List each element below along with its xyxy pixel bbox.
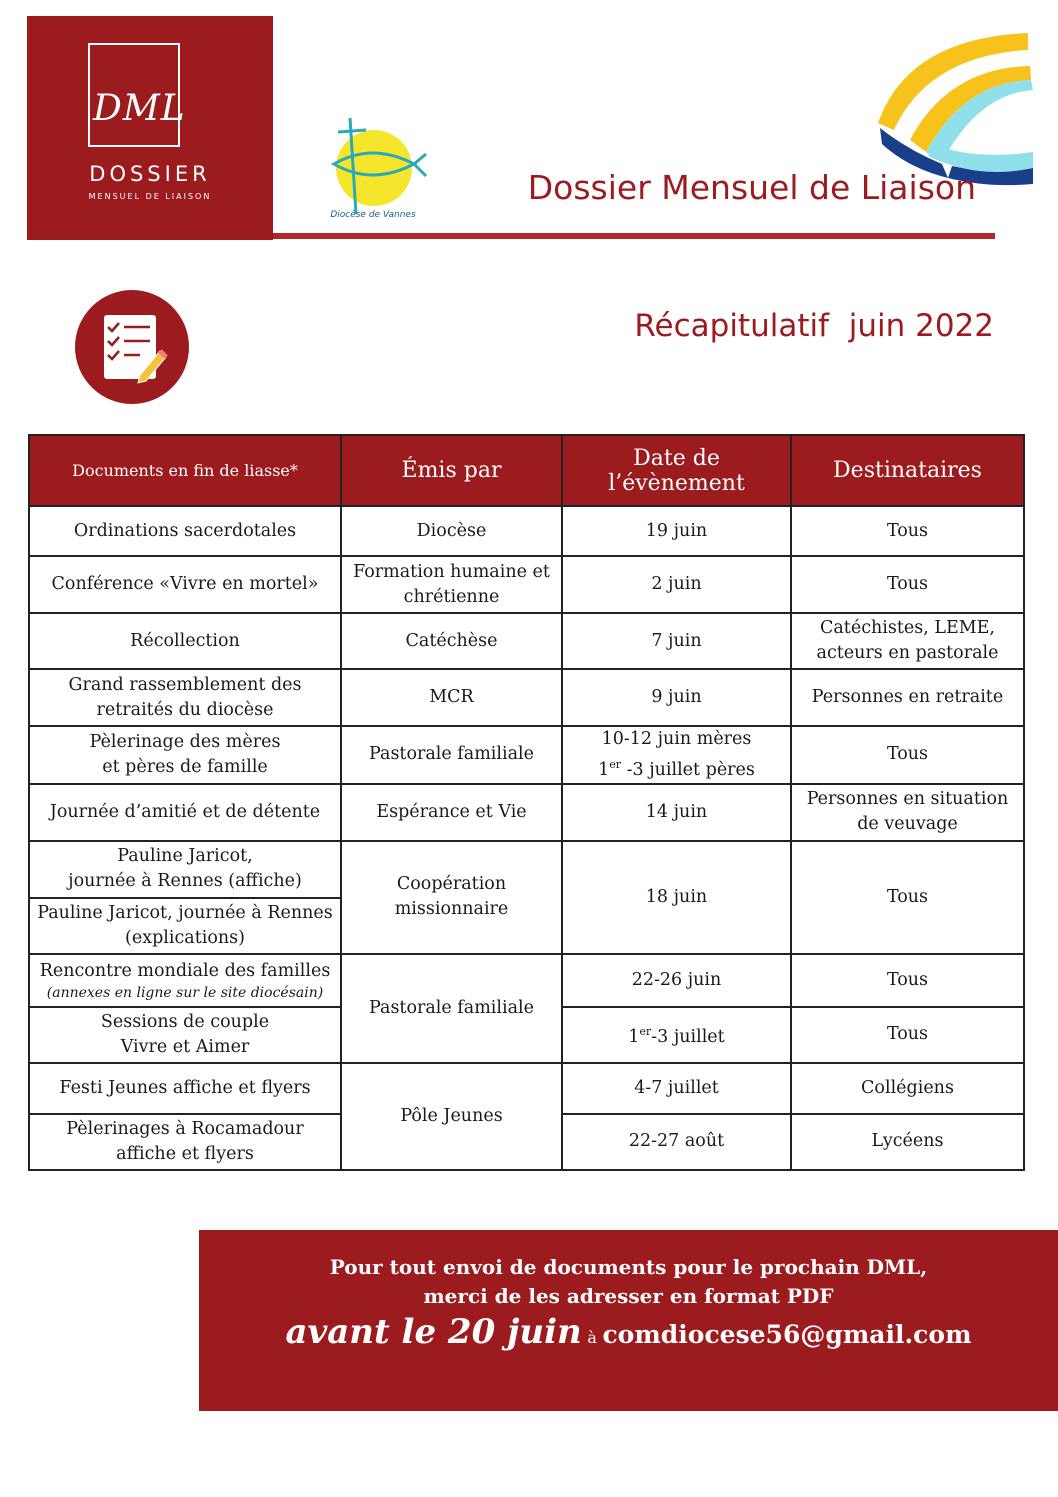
issuer-cell: Pastorale familiale xyxy=(341,954,562,1063)
notice-line-1: Pour tout envoi de documents pour le prochain DML, xyxy=(329,1255,928,1279)
issuer-cell: Espérance et Vie xyxy=(341,784,562,841)
table-row xyxy=(29,726,1024,784)
doc-line: Pauline Jaricot, xyxy=(117,846,253,867)
date-cell: 14 juin xyxy=(562,784,791,841)
doc-line: Pèlerinages à Rocamadour xyxy=(66,1118,304,1139)
table-row xyxy=(29,1063,1024,1114)
date-cell: 9 juin xyxy=(562,669,791,726)
doc-cell: Conférence «Vivre en mortel» xyxy=(29,556,341,613)
table-header-row xyxy=(29,435,1024,506)
doc-cell: Journée d’amitié et de détente xyxy=(29,784,341,841)
recap-table xyxy=(28,434,1025,1171)
table-row xyxy=(29,954,1024,1007)
doc-line: Pèlerinage des mères xyxy=(89,731,281,752)
issuer-cell: Formation humaine et chrétienne xyxy=(341,556,562,613)
header-documents: Documents en fin de liasse* xyxy=(29,435,341,506)
header-event-date: Date de l’évènement xyxy=(562,435,791,506)
dml-logo xyxy=(27,16,273,240)
doc-line: Sessions de couple xyxy=(100,1011,270,1032)
logo-word: DOSSIER xyxy=(89,162,211,186)
doc-cell: Festi Jeunes affiche et flyers xyxy=(29,1063,341,1114)
header-divider xyxy=(273,233,995,239)
recipients-cell: Tous xyxy=(791,556,1024,613)
doc-cell: Pauline Jaricot, journée à Rennes (explications) xyxy=(29,898,341,954)
logo-subtitle: MENSUEL DE LIAISON xyxy=(88,192,212,201)
ordinal-suffix: er xyxy=(639,1025,652,1039)
doc-cell: Ordinations sacerdotales xyxy=(29,506,341,556)
recipients-cell: Personnes en situation de veuvage xyxy=(791,784,1024,841)
table-row xyxy=(29,669,1024,726)
issuer-cell: Coopération missionnaire xyxy=(341,841,562,954)
recipients-cell: Catéchistes, LEME, acteurs en pastorale xyxy=(791,613,1024,669)
date-cell: 19 juin xyxy=(562,506,791,556)
doc-line: et pères de famille xyxy=(102,756,268,777)
doc-line: Rencontre mondiale des familles xyxy=(39,960,331,981)
recipients-cell: Personnes en retraite xyxy=(791,669,1024,726)
issuer-cell: Catéchèse xyxy=(341,613,562,669)
table-row xyxy=(29,784,1024,841)
issuer-cell: Diocèse xyxy=(341,506,562,556)
recipients-cell: Tous xyxy=(791,841,1024,954)
date-line: 10-12 juin mères xyxy=(601,729,752,749)
table-row xyxy=(29,506,1024,556)
recipients-cell: Lycéens xyxy=(791,1114,1024,1170)
date-cell: 4-7 juillet xyxy=(562,1063,791,1114)
issuer-cell: MCR xyxy=(341,669,562,726)
date-cell xyxy=(562,1007,791,1063)
date-line: -3 juillet pères xyxy=(621,759,755,780)
doc-cell xyxy=(29,1114,341,1170)
submission-notice xyxy=(199,1230,1058,1411)
issuer-cell: Pôle Jeunes xyxy=(341,1063,562,1170)
recipients-cell: Tous xyxy=(791,954,1024,1007)
date-number: 1 xyxy=(598,759,610,780)
issuer-cell: Pastorale familiale xyxy=(341,726,562,784)
date-cell: 22-27 août xyxy=(562,1114,791,1170)
table-row xyxy=(29,556,1024,613)
logo-monogram: DML xyxy=(93,88,186,129)
doc-cell xyxy=(29,1007,341,1063)
recap-title: Récapitulatif juin 2022 xyxy=(634,308,994,344)
email-address[interactable]: comdiocese56@gmail.com xyxy=(602,1320,972,1349)
deadline: avant le 20 juin xyxy=(285,1312,582,1352)
doc-cell xyxy=(29,954,341,1007)
date-cell: 7 juin xyxy=(562,613,791,669)
date-line: -3 juillet xyxy=(651,1027,725,1048)
diocese-label: Diocèse de Vannes xyxy=(330,210,416,220)
notice-deadline-line xyxy=(199,1312,1058,1352)
doc-line: Vivre et Aimer xyxy=(120,1036,250,1057)
beach-umbrella-icon xyxy=(868,28,1033,188)
recipients-cell: Tous xyxy=(791,726,1024,784)
checklist-icon xyxy=(74,289,190,405)
header-recipients: Destinataires xyxy=(791,435,1024,506)
doc-cell xyxy=(29,726,341,784)
doc-note: (annexes en ligne sur le site diocésain) xyxy=(46,984,324,1001)
date-cell: 18 juin xyxy=(562,841,791,954)
recipients-cell: Tous xyxy=(791,506,1024,556)
date-cell xyxy=(562,726,791,784)
recipients-cell: Collégiens xyxy=(791,1063,1024,1114)
doc-cell: Récollection xyxy=(29,613,341,669)
date-cell: 2 juin xyxy=(562,556,791,613)
page-title: Dossier Mensuel de Liaison xyxy=(527,168,976,207)
doc-line: journée à Rennes (affiche) xyxy=(68,871,302,892)
recipients-cell: Tous xyxy=(791,1007,1024,1063)
ordinal-suffix: er xyxy=(609,758,622,771)
date-number: 1 xyxy=(628,1027,640,1048)
date-cell: 22-26 juin xyxy=(562,954,791,1007)
doc-cell: Grand rassemblement des retraités du diocèse xyxy=(29,669,341,726)
table-row xyxy=(29,613,1024,669)
notice-line-2: merci de les adresser en format PDF xyxy=(423,1284,834,1308)
doc-cell xyxy=(29,841,341,898)
header-emitted-by: Émis par xyxy=(341,435,562,506)
connector: à xyxy=(587,1328,597,1347)
table-row xyxy=(29,841,1024,898)
doc-line: affiche et flyers xyxy=(116,1143,254,1164)
